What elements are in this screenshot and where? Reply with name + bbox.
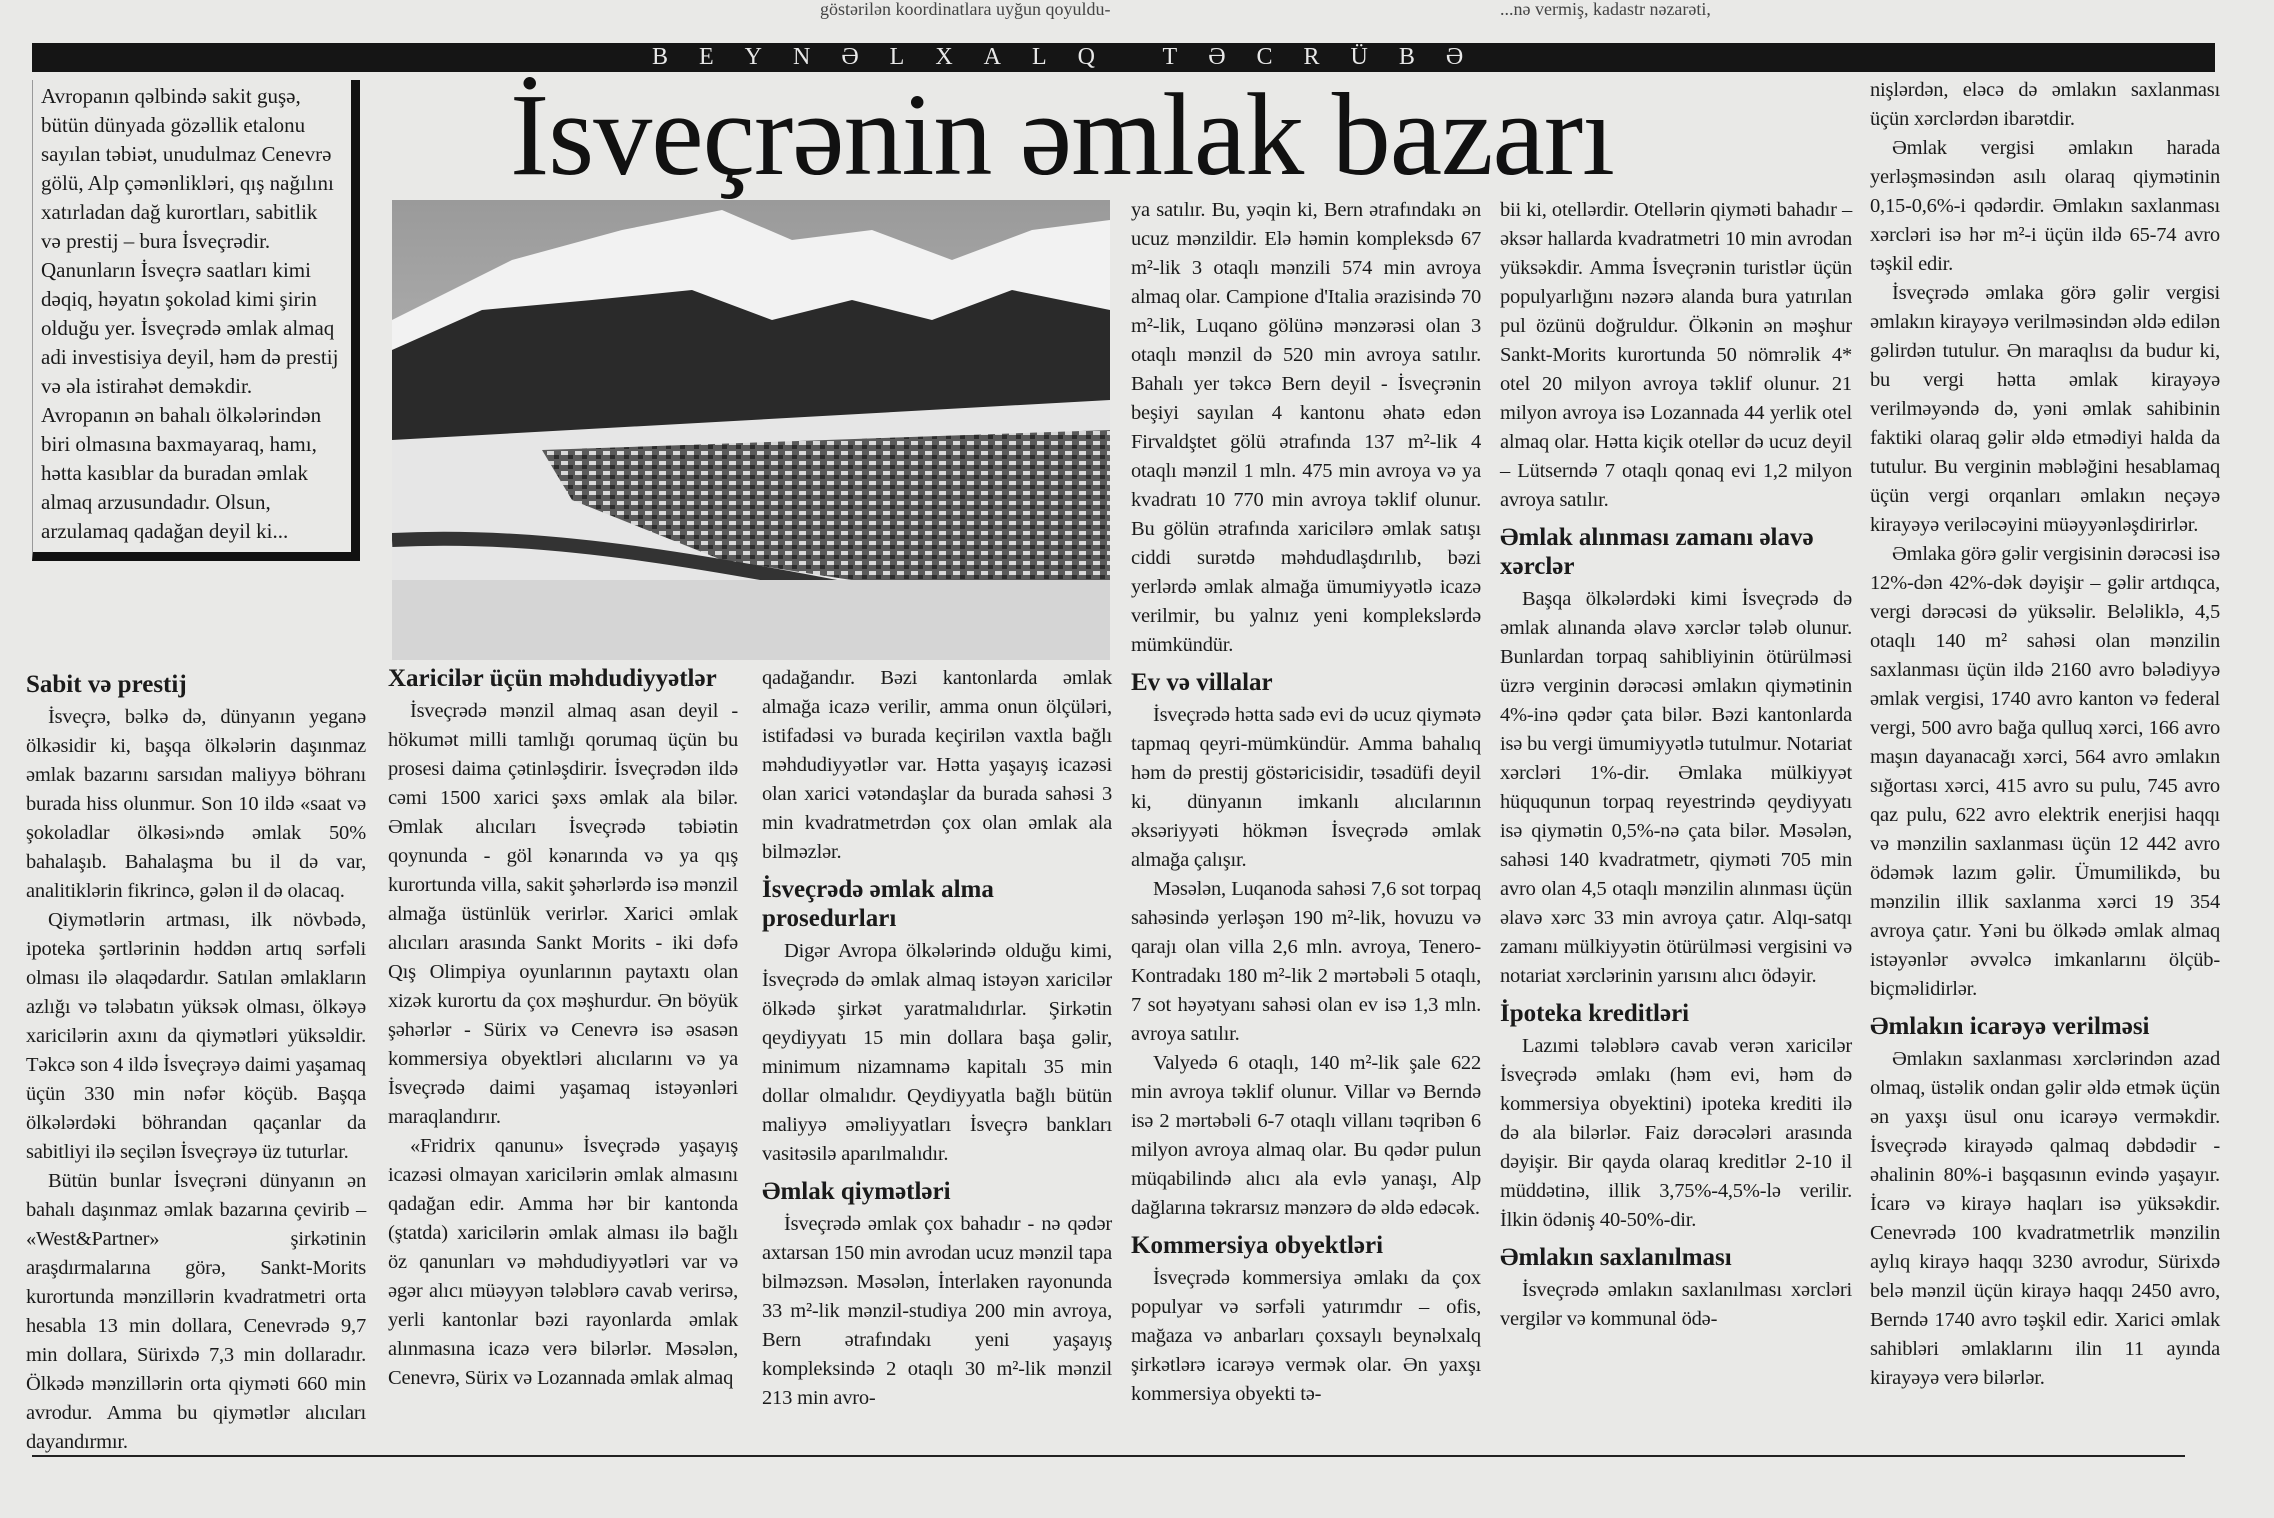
paragraph: İsveçrə, bəlkə də, dünyanın yeganə ölkəsidir ki, başqa ölkələrin daşınmaz əmlak bazarını sarsıdan maliyyə böhranı burada hiss olunmur. Son 10 ildə «saat və şokoladlar ölkəsi»ndə əmlak 50% bahalaşıb. Bahalaşma bu il də var, analitiklərin fikrincə, gələn il də olacaq. <box>26 706 366 902</box>
paragraph: Əmlak vergisi əmlakın harada yerləşməsindən asılı olaraq qiymətinin 0,15-0,6%-i qədərdir. Əmlakın saxlanması xərcləri isə hər m²-i üçün ildə 65-74 avro təşkil edir. <box>1870 137 2220 275</box>
article-photo-alpine-town <box>392 200 1110 660</box>
subheading: Xaricilər üçün məhdudiyyətlər <box>388 665 717 692</box>
subheading: İsveçrədə əmlak alma prosedurları <box>762 876 994 932</box>
subheading: Kommersiya obyektləri <box>1131 1232 1384 1259</box>
paragraph: Valyedə 6 otaqlı, 140 m²-lik şale 622 min avroya təklif olunur. Villar və Berndə isə 2 mərtəbəli 6-7 otaqlı villanı təqribən 6 milyon avroya almaq olar. Bu qədər pulun müqabilində alıcı ala evlə yanaşı, Alp dağlarına təkrarsız mənzərə də əldə edəcək. <box>1131 1052 1481 1219</box>
subheading: Sabit və prestij <box>26 671 187 698</box>
article-column-2 <box>388 664 738 1393</box>
paragraph: Əmlaka görə gəlir vergisinin dərəcəsi isə 12%-dən 42%-dək dəyişir – gəlir artdıqca, vergi dərəcəsi də yüksəlir. Beləliklə, 4,5 otaqlı 140 m² sahəsi olan mənzilin saxlanması üçün ildə 2160 avro bələdiyyə əmlak vergisi, 1740 avro kanton və federal vergi, 500 avro bağa qulluq xərci, 166 avro maşın dayanacağı xərci, 564 avro əmlakın sığortası xərci, 415 avro su pulu, 745 avro qaz pulu, 622 avro elektrik enerjisi haqqı və mənzilin saxlanması üçün 12 442 avro ödəmək lazım gəlir. Ümumilikdə, bu mənzilin illik saxlanma xərci 19 354 avroya çatır. Yəni bu ölkədə əmlak almaq istəyənlər əvvəlcə imkanlarını ölçüb-biçməlidirlər. <box>1870 543 2220 1000</box>
paragraph: Məsələn, Luqanoda sahəsi 7,6 sot torpaq sahəsində yerləşən 190 m²-lik, hovuzu və qarajı olan villa 2,6 mln. avroya, Tenero-Kontradakı 180 m²-lik 2 mərtəbəli 5 otaqlı, 7 sot həyətyanı sahəsi olan ev isə 1,3 mln. avroya satılır. <box>1131 878 1481 1045</box>
paragraph: İsveçrədə kommersiya əmlakı da çox populyar və sərfəli yatırımdır – ofis, mağaza və anbarları çoxsaylı beynəlxalq şirkətlərə icarəyə vermək olar. Ən yaxşı kommersiya obyekti tə- <box>1131 1267 1481 1405</box>
paragraph: İsveçrədə əmlak çox bahadır - nə qədər axtarsan 150 min avrodan ucuz mənzil tapa bilməzsən. Məsələn, İnterlaken rayonunda 33 m²-lik mənzil-studiya 200 min avroya, Bern ətrafındakı yeni yaşayış kompleksində 2 otaqlı 30 m²-lik mənzil 213 min avro- <box>762 1213 1112 1409</box>
subheading: Əmlak alınması zamanı əlavə xərclər <box>1500 524 1814 580</box>
intro-box: Avropanın qəlbində sakit guşə, bütün dünyada gözəllik etalonu sayılan təbiət, unudulmaz Cenevrə gölü, Alp çəmənlikləri, qış nağılını xatırladan dağ kurortları, sabitlik və prestij – bura İsveçrədir. Qanunların İsveçrə saatları kimi dəqiq, həyatın şokolad kimi şirin olduğu yer. İsveçrədə əmlak almaq adi investisiya deyil, həm də prestij və əla istirahət deməkdir. Avropanın ən bahalı ölkələrindən biri olmasına baxmayaraq, hamı, hətta kasıblar da buradan əmlak almaq arzusundadır. Olsun, arzulamaq qadağan deyil ki... <box>32 80 360 561</box>
paragraph: Digər Avropa ölkələrində olduğu kimi, İsveçrədə də əmlak almaq istəyən xaricilər ölkədə şirkət yaratmalıdırlar. Şirkətin qeydiyyatı 15 min dollara başa gəlir, minimum nizamnamə kapitalı 35 min dollar olmalıdır. Qeydiyyatla bağlı bütün maliyyə əməliyyatları İsveçrə bankları vasitəsilə aparılmalıdır. <box>762 940 1112 1165</box>
subheading: Ev və villalar <box>1131 669 1273 696</box>
paragraph: nişlərdən, eləcə də əmlakın saxlanması üçün xərclərdən ibarətdir. <box>1870 79 2220 130</box>
paragraph: bii ki, otellərdir. Otellərin qiyməti bahadır – əksər hallarda kvadratmetri 10 min avrodan yüksəkdir. Amma İsveçrənin turistlər üçün populyarlığını nəzərə alanda bura yatırılan pul özünü doğruldur. Ölkənin ən məşhur Sankt-Morits kurortunda 50 nömrəlik 4* otel 20 milyon avroya təklif olunur. 21 milyon avroya isə Lozannada 44 yerlik otel almaq olar. Hətta kiçik otellər də ucuz deyil – Lütserndə 7 otaqlı qonaq evi 1,2 milyon avroya satılır. <box>1500 199 1852 511</box>
subheading: İpoteka kreditləri <box>1500 1000 1690 1027</box>
bottom-rule <box>32 1455 2185 1457</box>
article-column-5 <box>1500 196 1852 1334</box>
previous-article-cut-text: ...nə vermiş, kadastr nəzarəti, <box>1500 0 1711 19</box>
paragraph: Bütün bunlar İsveçrəni dünyanın ən bahalı daşınmaz əmlak bazarına çevirib – «West&Partner» şirkətinin araşdırmalarına görə, Sankt-Morits kurortunda mənzillərin kvadratmetri orta hesabla 13 min dollara, Cenevrədə 9,7 min dollara, Sürixdə 7,3 min dollaradır. Ölkədə mənzillərin orta qiyməti 660 min avrodur. Amma bu qiymətlər alıcıları dayandırmır. <box>26 1170 366 1453</box>
paragraph: Əmlakın saxlanması xərclərindən azad olmaq, üstəlik ondan gəlir əldə etmək üçün ən yaxşı üsul onu icarəyə verməkdir. İsveçrədə kirayədə qalmaq dəbdədir - əhalinin 80%-i başqasının evində yaşayır. İcarə və kirayə haqları isə yüksəkdir. Cenevrədə 100 kvadratmetrlik mənzilin aylıq kirayə haqqı 3230 avrodur, Sürixdə belə mənzil üçün kirayə haqqı 2450 avro, Berndə 1740 avro təşkil edir. Xarici əmlak sahibləri əmlaklarını ilin 11 ayında kirayəyə verə bilərlər. <box>1870 1048 2220 1389</box>
paragraph: İsveçrədə əmlakın saxlanılması xərcləri vergilər və kommunal ödə- <box>1500 1279 1852 1330</box>
paragraph: qadağandır. Bəzi kantonlarda əmlak almağa icazə verilir, amma onun ölçüləri, istifadəsi və burada keçirilən vaxtla bağlı məhdudiyyətlər var. Hətta yaşayış icazəsi olan xarici vətəndaşlar da burada sahəsi 3 min kvadratmetrdən çox olan əmlak ala bilməzlər. <box>762 667 1112 863</box>
previous-article-cut-text: göstərilən koordinatlara uyğun qoyuldu- <box>820 0 1111 19</box>
article-column-1 <box>26 670 366 1457</box>
paragraph: İsveçrədə əmlaka görə gəlir vergisi əmlakın kirayəyə verilməsindən əldə edilən gəlirdən tutulur. Ən maraqlısı da budur ki, bu vergi hətta əmlak kirayəyə verilməyəndə də, yəni əmlak sahibinin faktiki olaraq gəlir əldə etmədiyi halda da tutulur. Bu verginin məbləğini hesablamaq üçün vergi orqanları əmlakın neçəyə kirayəyə veriləcəyini müəyyənləşdirirlər. <box>1870 282 2220 536</box>
paragraph: «Fridrix qanunu» İsveçrədə yaşayış icazəsi olmayan xaricilərin əmlak almasını qadağan edir. Amma hər bir kantonda (ştatda) xaricilərin əmlak alması ilə bağlı öz qanunları və məhdudiyyətləri var və əgər alıcı müəyyən tələblərə cavab verirsə, yerli kantonlar bəzi rayonlarda əmlak alınmasına icazə verə bilərlər. Məsələn, Cenevrə, Sürix və Lozannada əmlak almaq <box>388 1135 738 1389</box>
paragraph: ya satılır. Bu, yəqin ki, Bern ətrafındakı ən ucuz mənzildir. Elə həmin kompleksdə 67 m²-lik 3 otaqlı mənzili 574 min avroya almaq olar. Campione d'Italia ərazisində 70 m²-lik, Luqano gölünə mənzərəsi olan 3 otaqlı mənzil də 520 min avroya satılır. Bahalı yer təkcə Bern deyil - İsveçrənin beşiyi sayılan 4 kantonu əhatə edən Firvaldştet gölü ətrafında 137 m²-lik 4 otaqlı mənzil 1 mln. 475 min avroya və ya kvadratı 10 770 min avroya təklif olunur. Bu gölün ətrafında xaricilərə əmlak satışı ciddi surətdə məhdudlaşdırılıb, bəzi yerlərdə əmlak almağa ümumiyyətlə icazə verilmir, bu yalnız yeni komplekslərdə mümkündür. <box>1131 199 1481 656</box>
paragraph: Qiymətlərin artması, ilk növbədə, ipoteka şərtlərinin həddən artıq sərfəli olması ilə əlaqədardır. Satılan əmlakların azlığı və tələbatın yüksək olması, ölkəyə xaricilərin axını da qiymətləri yüksəldir. Təkcə son 4 ildə İsveçrəyə daimi yaşamaq üçün 330 min nəfər köçüb. Başqa ölkələrdəki böhrandan qaçanlar da sabitliyi ilə seçilən İsveçrəyə üz tuturlar. <box>26 909 366 1163</box>
section-label: BEYNƏLXALQ TƏCRÜBƏ <box>652 44 1495 70</box>
paragraph: Başqa ölkələrdəki kimi İsveçrədə də əmlak alınanda əlavə xərclər tələb olunur. Bunlardan torpaq sahibliyinin ötürülməsi üzrə verginin dərəcəsi əmlakın qiymətinin 4%-inə qədər çata bilər. Bəzi kantonlarda isə bu vergi ümumiyyətlə tutulmur. Notariat xərcləri 1%-dir. Əmlaka mülkiyyət hüququnun torpaq reyestrində qeydiyyatı isə qiymətin 0,5%-nə çata bilər. Məsələn, sahəsi 140 kvadratmetr, qiyməti 705 min avro olan 4,5 otaqlı mənzilin alınması üçün əlavə xərc 33 min avroya çatır. Alqı-satqı zamanı mülkiyyətin ötürülməsi vergisini və notariat xərclərinin yarısını alıcı ödəyir. <box>1500 588 1852 987</box>
article-column-6 <box>1870 76 2220 1393</box>
article-column-4 <box>1131 196 1481 1409</box>
article-title: İsveçrənin əmlak bazarı <box>510 69 1614 200</box>
section-header-bar <box>32 43 2215 72</box>
paragraph: İsveçrədə mənzil almaq asan deyil - hökumət milli tamlığı qorumaq üçün bu prosesi daima çətinləşdirir. İsveçrədən ildə cəmi 1500 xarici şəxs əmlak ala bilər. Əmlak alıcıları İsveçrədə təbiətin qoynunda - göl kənarında və ya qış kurortunda villa, sakit şəhərlərdə isə mənzil almağa üstünlük verirlər. Xarici əmlak alıcıları arasında Sankt Morits - iki dəfə Qış Olimpiya oyunlarının paytaxtı olan xizək kurortu da çox məşhurdur. Ən böyük şəhərlər - Sürix və Cenevrə isə əsasən kommersiya obyektləri alıcılarını və ya İsveçrədə daimi yaşamaq istəyənləri maraqlandırır. <box>388 700 738 1128</box>
subheading: Əmlakın saxlanılması <box>1500 1244 1732 1271</box>
paragraph: İsveçrədə hətta sadə evi də ucuz qiymətə tapmaq qeyri-mümkündür. Amma bahalıq həm də prestij göstəricisidir, təsadüfi deyil ki, dünyanın imkanlı alıcılarının əksəriyyəti hökmən İsveçrədə əmlak almağa çalışır. <box>1131 704 1481 871</box>
subheading: Əmlak qiymətləri <box>762 1178 951 1205</box>
article-column-3 <box>762 664 1112 1413</box>
paragraph: Lazımi tələblərə cavab verən xaricilər İsveçrədə əmlakı (həm evi, həm də kommersiya obyektini) ipoteka krediti ilə də ala bilərlər. Faiz dərəcələri arasında dəyişir. Bir qayda olaraq kreditlər 2-10 il müddətinə, illik 3,75%-4,5%-lə verilir. İlkin ödəniş 40-50%-dir. <box>1500 1035 1852 1231</box>
subheading: Əmlakın icarəyə verilməsi <box>1870 1013 2150 1040</box>
